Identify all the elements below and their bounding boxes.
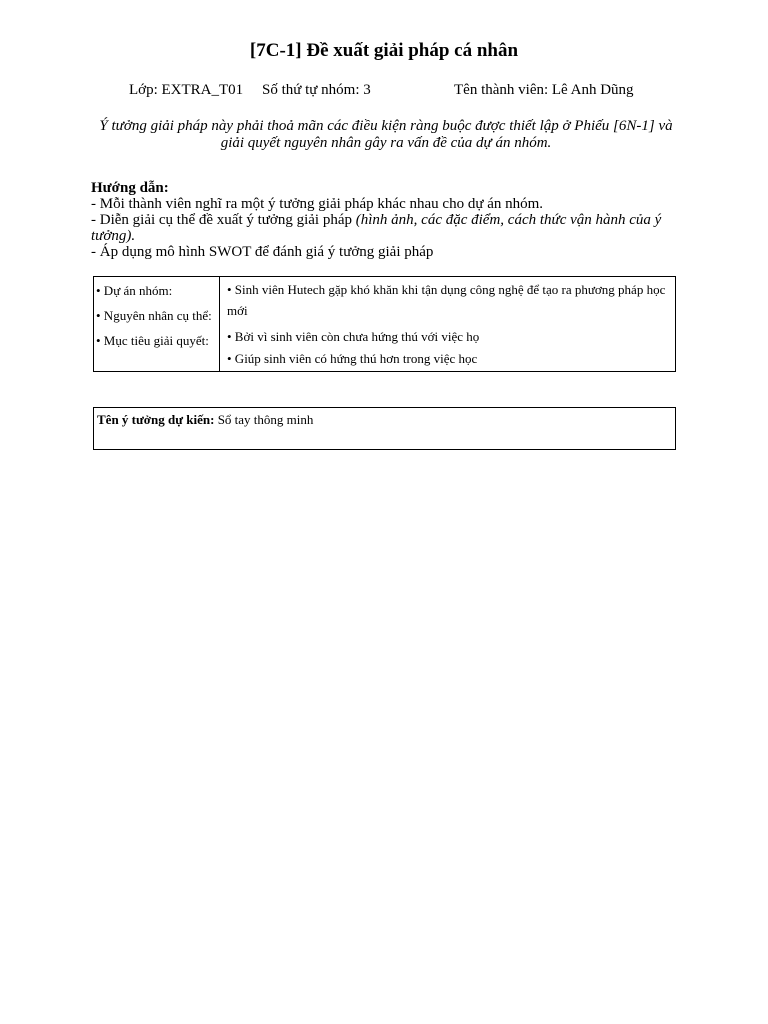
class-info: Lớp: EXTRA_T01 bbox=[129, 82, 244, 98]
project-table-labels bbox=[94, 277, 220, 371]
value-project: • Sinh viên Hutech gặp khó khăn khi tận dụng công nghệ để tạo ra phương pháp học mới bbox=[227, 282, 666, 318]
label-cause: • Nguyên nhân cụ thể: bbox=[96, 308, 212, 323]
project-table bbox=[93, 276, 676, 372]
guide-item-3: - Áp dụng mô hình SWOT để đánh giá ý tưởng giải pháp bbox=[91, 244, 434, 260]
intro-text: Ý tưởng giải pháp này phải thoả mãn các điều kiện ràng buộc được thiết lập ở Phiếu [6N-1] và giải quyết nguyên nhân gây ra vấn đề của dự án nhóm. bbox=[99, 118, 673, 151]
guide-item-1: - Mỗi thành viên nghĩ ra một ý tưởng giải pháp khác nhau cho dự án nhóm. bbox=[91, 196, 544, 212]
idea-box bbox=[93, 407, 676, 450]
idea-line bbox=[97, 412, 313, 428]
page-title: [7C-1] Đề xuất giải pháp cá nhân bbox=[249, 40, 519, 61]
member-name: Tên thành viên: Lê Anh Dũng bbox=[454, 82, 634, 98]
guide-item-2-text: - Diễn giải cụ thể đề xuất ý tưởng giải pháp bbox=[91, 212, 352, 228]
guide-item-2 bbox=[91, 212, 683, 244]
group-number: Số thứ tự nhóm: 3 bbox=[262, 82, 371, 98]
label-goal: • Mục tiêu giải quyết: bbox=[96, 333, 209, 348]
label-project: • Dự án nhóm: bbox=[96, 283, 173, 298]
idea-label: Tên ý tưởng dự kiến: bbox=[97, 412, 215, 427]
value-cause: • Bởi vì sinh viên còn chưa hứng thú với việc họ bbox=[227, 329, 480, 344]
guide-section bbox=[91, 180, 683, 260]
guide-item-2-italic: (hình ảnh, các đặc điểm, cách thức vận hành của ý tưởng). bbox=[91, 212, 662, 244]
idea-value: Sổ tay thông minh bbox=[217, 412, 314, 427]
value-goal: • Giúp sinh viên có hứng thú hơn trong việc học bbox=[227, 351, 478, 366]
guide-heading: Hướng dẫn: bbox=[91, 180, 169, 196]
